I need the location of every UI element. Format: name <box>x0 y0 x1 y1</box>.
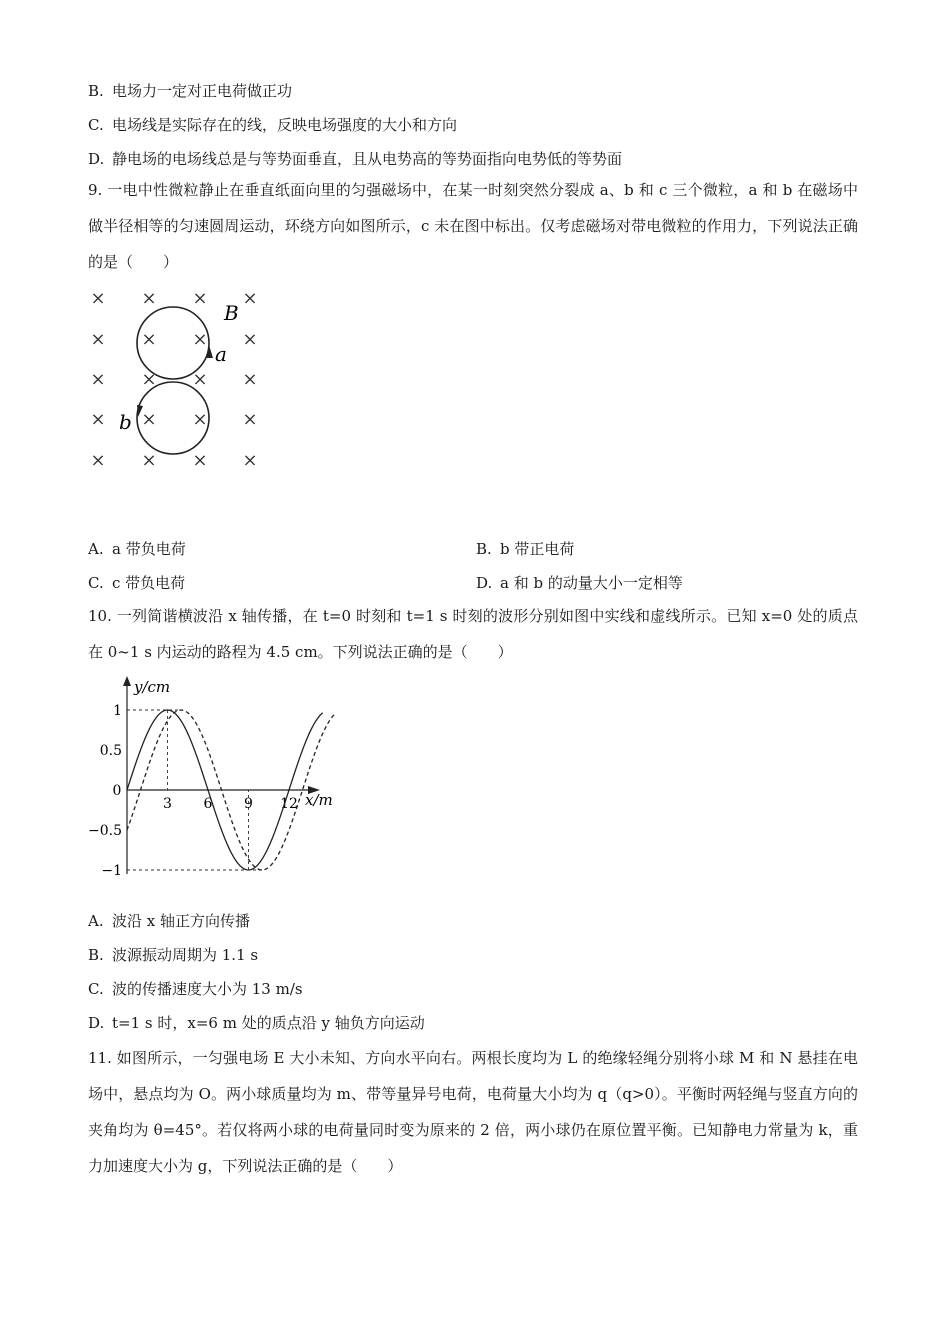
origin-label: 0 <box>112 783 122 799</box>
label-B: B <box>224 301 239 325</box>
q8-option-b-text: 电场力一定对正电荷做正功 <box>112 82 293 100</box>
q10-option-d: D. t=1 s 时，x=6 m 处的质点沿 y 轴负方向运动 <box>88 1014 425 1032</box>
q8-option-c: C. 电场线是实际存在的线，反映电场强度的大小和方向 <box>88 116 458 134</box>
field-cross-14: × <box>192 409 208 430</box>
q9-option-c: C. c 带负电荷 <box>88 574 186 592</box>
field-cross-10: × <box>192 369 208 390</box>
q8-option-c-text: 电场线是实际存在的线，反映电场强度的大小和方向 <box>112 116 458 134</box>
field-cross-12: × <box>90 409 106 430</box>
field-cross-9: × <box>141 369 157 390</box>
field-cross-13: × <box>141 409 157 430</box>
x-axis-label: x/m <box>305 791 333 809</box>
y-axis-arrow-icon <box>123 676 131 686</box>
field-cross-8: × <box>90 369 106 390</box>
x-tick-3: 3 <box>163 796 172 812</box>
x-tick-6: 6 <box>203 796 213 812</box>
field-cross-18: × <box>192 450 208 471</box>
field-cross-11: × <box>242 369 258 390</box>
q10-option-b: B. 波源振动周期为 1.1 s <box>88 946 259 964</box>
field-cross-19: × <box>242 450 258 471</box>
q10-option-a: A. 波沿 x 轴正方向传播 <box>88 912 250 930</box>
q9-option-b: B. b 带正电荷 <box>476 540 575 558</box>
q10-stem: 10. 一列简谐横波沿 x 轴传播，在 t=0 时刻和 t=1 s 时刻的波形分别如图中实线和虚线所示。已知 x=0 处的质点在 0~1 s 内运动的路程为 4.5 cm。下列说法正确的是（ ） <box>88 607 858 661</box>
field-cross-7: × <box>242 329 258 350</box>
field-cross-3: × <box>242 288 258 309</box>
y-tick-1: 0.5 <box>99 743 122 759</box>
q11-stem: 11. 如图所示，一匀强电场 E 大小未知、方向水平向右。两根长度均为 L 的绝缘轻绳分别将小球 M 和 N 悬挂在电场中，悬点均为 O。两小球质量均为 m、带等量异号电荷，电荷量大小均为 q（q>0）。平衡时两轻绳与竖直方向的夹角均为 θ=45°。若仅将两小球的电荷量同时变为原来的 2 倍，两小球仍在原位置平衡。已知静电力常量为 k，重力加速度大小为 g，下列说法正确的是（ ） <box>88 1049 858 1175</box>
magnetic-field-figure <box>78 282 278 482</box>
y-axis-label: y/cm <box>134 678 171 696</box>
field-cross-4: × <box>90 329 106 350</box>
field-cross-17: × <box>141 450 157 471</box>
field-cross-15: × <box>242 409 258 430</box>
field-cross-0: × <box>90 288 106 309</box>
field-cross-5: × <box>141 329 157 350</box>
x-tick-12: 12 <box>280 796 298 812</box>
y-tick-0: 1 <box>113 703 122 719</box>
field-cross-1: × <box>141 288 157 309</box>
wave-chart <box>80 674 350 894</box>
label-b: b <box>119 410 132 434</box>
y-tick-3: −0.5 <box>88 823 122 839</box>
q8-option-d: D. 静电场的电场线总是与等势面垂直，且从电势高的等势面指向电势低的等势面 <box>88 150 623 168</box>
q8-option-d-text: 静电场的电场线总是与等势面垂直，且从电势高的等势面指向电势低的等势面 <box>112 150 623 168</box>
field-cross-2: × <box>192 288 208 309</box>
q8-option-b: B. 电场力一定对正电荷做正功 <box>88 82 293 100</box>
label-a: a <box>215 342 227 366</box>
field-cross-6: × <box>192 329 208 350</box>
field-cross-16: × <box>90 450 106 471</box>
q9-stem: 9. 一电中性微粒静止在垂直纸面向里的匀强磁场中，在某一时刻突然分裂成 a、b 和 c 三个微粒，a 和 b 在磁场中做半径相等的匀速圆周运动，环绕方向如图所示，c 未在图中标出。仅考虑磁场对带电微粒的作用力，下列说法正确的是（ ） <box>88 181 858 271</box>
q9-option-a: A. a 带负电荷 <box>88 540 186 558</box>
q9-option-d: D. a 和 b 的动量大小一定相等 <box>476 574 683 592</box>
y-tick-4: −1 <box>101 863 122 879</box>
x-tick-9: 9 <box>244 796 253 812</box>
q10-option-c: C. 波的传播速度大小为 13 m/s <box>88 980 303 998</box>
